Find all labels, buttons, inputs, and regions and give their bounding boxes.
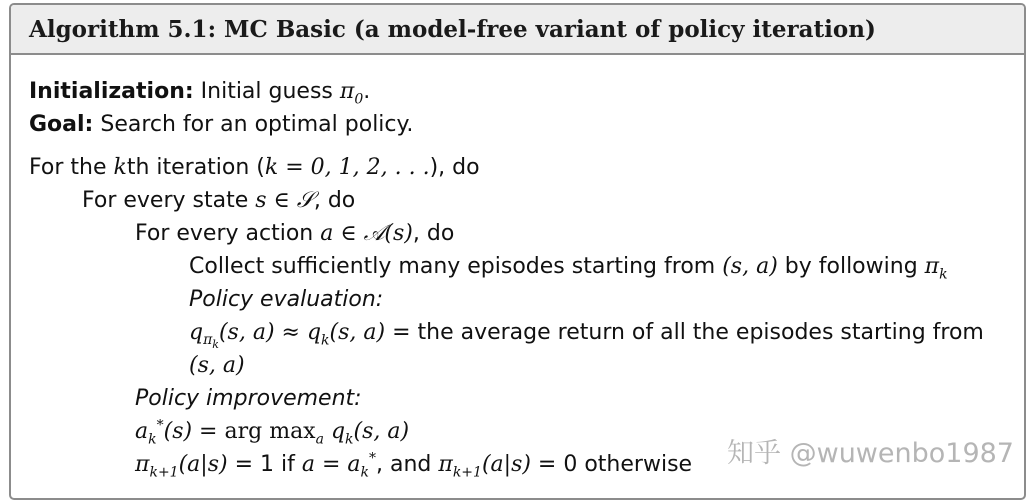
- q-pi-k: $q_{\pi_k}(s$, $a) \approx q_k(s$, a): [189, 320, 386, 352]
- algorithm-box: [9, 3, 1026, 500]
- pi-k: $\pi_k$: [924, 254, 948, 283]
- evaluation-text: = the average return of all the episodes starting from: [385, 320, 984, 345]
- a-eq-astar: $a = a_k^*$: [301, 450, 376, 481]
- action-in-set: a ∈ 𝒜(s): [320, 221, 413, 246]
- evaluation-equation-line: [189, 318, 984, 352]
- evaluation-continuation-line: [189, 351, 245, 381]
- collect-prefix: Collect sufficiently many episodes starting from: [189, 254, 723, 279]
- algorithm-title: Algorithm 5.1: MC Basic (a model-free variant of policy iteration): [11, 5, 1024, 55]
- update-mid: = 1 if: [227, 452, 302, 477]
- argmax-line: [135, 417, 409, 447]
- state-in-set: s ∈ 𝒮: [255, 188, 314, 213]
- initialization-text: Initial guess: [193, 79, 340, 104]
- goal-line: [29, 110, 413, 140]
- for-iteration-line: [29, 153, 480, 183]
- policy-update-line: [135, 450, 692, 480]
- pi-k-plus-1: $\pi_{k+1}(a|s)$: [135, 452, 228, 481]
- for-state-line: [82, 186, 355, 216]
- collect-mid: by following: [777, 254, 925, 279]
- state-action-pair: (s, a): [722, 254, 778, 279]
- for-iteration-prefix: For the: [29, 155, 114, 180]
- k-range: k = 0, 1, 2, . . .: [264, 155, 430, 180]
- for-iteration-suffix: ), do: [429, 155, 480, 180]
- for-action-suffix: , do: [412, 221, 455, 246]
- initialization-line: Initialization: Initial guess $\pi_0$.: [29, 79, 371, 108]
- initialization-label: Initialization:: [29, 79, 194, 104]
- for-action-line: [135, 219, 454, 249]
- for-action-prefix: For every action: [135, 221, 321, 246]
- zhihu-watermark: 知乎 @wuwenbo1987: [727, 438, 1014, 469]
- update-and: , and: [375, 452, 439, 477]
- for-state-suffix: , do: [313, 188, 356, 213]
- policy-evaluation-label: Policy evaluation:: [189, 287, 384, 312]
- k-symbol: k: [113, 155, 127, 180]
- state-action-pair-cont: (s, a): [189, 353, 245, 378]
- update-tail: = 0 otherwise: [530, 452, 693, 477]
- pi-zero: $\pi_0$: [339, 79, 364, 108]
- goal-text: Search for an optimal policy.: [93, 112, 414, 137]
- policy-improvement-label: Policy improvement:: [135, 386, 362, 411]
- pi-k-plus-1-other: $\pi_{k+1}(a|s)$: [438, 452, 531, 481]
- collect-line: [189, 252, 948, 282]
- for-iteration-kth: th iteration (: [126, 155, 265, 180]
- for-state-prefix: For every state: [82, 188, 256, 213]
- goal-label: Goal:: [29, 112, 94, 137]
- argmax-equation: $a_k^*(s)$ = arg $\max_a q_k(s$, a): [135, 417, 410, 448]
